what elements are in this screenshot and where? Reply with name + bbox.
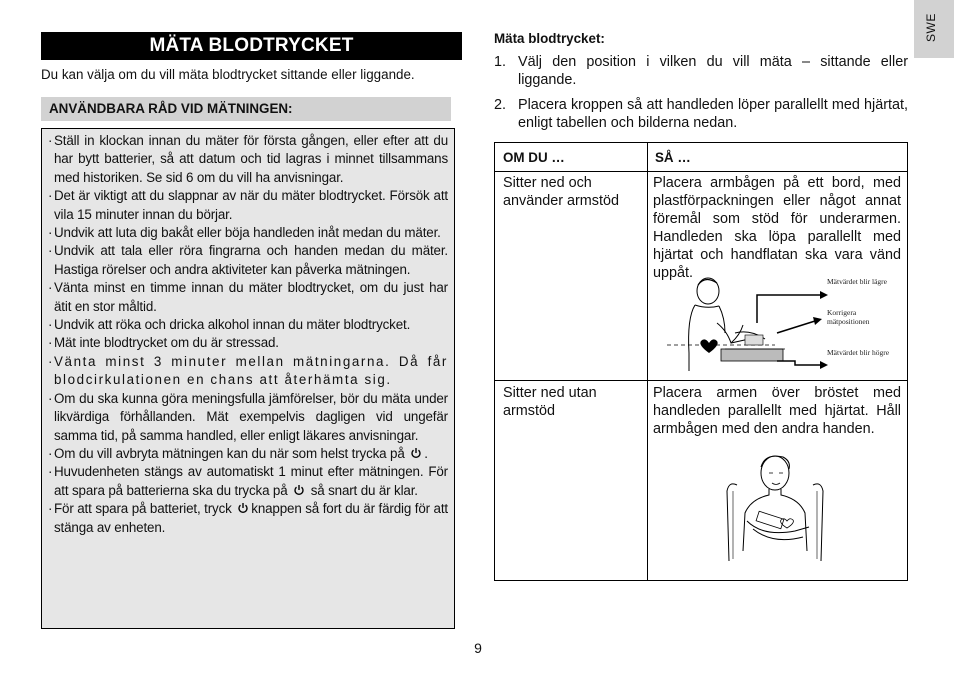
figure-label-lower: Mätvärdet blir lägre <box>827 277 887 286</box>
table-cell-instruction: Placera armen över bröstet med handleden parallellt med hjärtat. Håll armbågen med den andra handen. <box>653 385 901 437</box>
tip-item: · Undvik att tala eller röra fingrarna och handen medan du mäter. Hastiga rörelser och andra aktiviteter kan påverka mätningen. <box>48 243 448 277</box>
column-header-action: SÅ … <box>655 150 691 165</box>
tip-item: ·Vänta minst 3 minuter mellan mätningarna. Då får blodcirkulationen en chans att återhämta sig. <box>48 353 448 388</box>
tip-item: · Vänta minst en timme innan du mäter blodtrycket, om du just har ätit en stor måltid. <box>48 280 448 314</box>
tip-item: · Ställ in klockan innan du mäter för första gången, eller efter att du har bytt batterier, så att datum och tid lagras i minnet tillsammans med historiken. Se sid 6 om du vill ha anvisningar. <box>48 133 448 185</box>
step-text: Välj den position i vilken du vill mäta – sittande eller liggande. <box>518 54 908 88</box>
intro-text: Du kan välja om du vill mäta blodtrycket sittande eller liggande. <box>41 67 415 82</box>
power-icon <box>410 447 422 459</box>
tip-item: · Mät inte blodtrycket om du är stressad. <box>48 335 279 351</box>
step-item <box>494 53 908 89</box>
tip-item: · Om du ska kunna göra meningsfulla jämförelser, bör du mäta under likvärdiga förhållanden. Mät exempelvis dagligen vid ungefär samma tid, på samma handled, eller enligt läkares anvisningar. <box>48 390 448 443</box>
no-armrest-figure <box>723 451 827 567</box>
power-icon <box>237 502 249 514</box>
page-number: 9 <box>474 640 482 656</box>
tip-item: · Undvik att röka och dricka alkohol innan du mäter blodtrycket. <box>48 317 411 333</box>
table-cell-instruction: Placera armbågen på ett bord, med plastförpackningen eller något annat föremål som stöd för underarmen. Handleden ska löpa parallellt med hjärtat och handflatan ska vara vänd uppåt. <box>653 175 901 281</box>
tip-item: · Undvik att luta dig bakåt eller böja handleden inåt medan du mäter. <box>48 225 441 241</box>
language-tab <box>914 0 954 58</box>
tips-header: ANVÄNDBARA RÅD VID MÄTNINGEN: <box>41 97 451 121</box>
page-title: MÄTA BLODTRYCKET <box>41 32 462 60</box>
figure-label-higher: Mätvärdet blir högre <box>827 348 890 357</box>
section-heading: Mäta blodtrycket: <box>494 31 605 46</box>
tip-item: · Om du vill avbryta mätningen kan du när som helst trycka på . <box>48 445 428 461</box>
tips-box <box>41 128 455 629</box>
power-icon <box>293 484 305 496</box>
tip-item: · För att spara på batteriet, tryck knappen så fort du är färdig för att stänga av enheten. <box>48 501 448 535</box>
position-table <box>494 142 908 581</box>
step-number: 1. <box>494 54 507 70</box>
step-number: 2. <box>494 97 507 113</box>
table-cell-condition: Sitter ned och använder armstöd <box>503 175 619 209</box>
tip-item: · Det är viktigt att du slappnar av när du mäter blodtrycket. Försök att vila 15 minuter innan du börjar. <box>48 188 448 222</box>
table-cell-condition: Sitter ned utan armstöd <box>503 385 597 419</box>
language-label: SWE <box>924 13 938 42</box>
step-item <box>494 96 908 132</box>
tip-item: · Huvudenheten stängs av automatiskt 1 minut efter mätningen. För att spara på batterierna ska du trycka på så snart du är klar. <box>48 464 448 498</box>
step-text: Placera kroppen så att handleden löper parallellt med hjärtat, enligt tabellen och bilderna nedan. <box>518 97 908 131</box>
column-header-condition: OM DU … <box>503 150 565 165</box>
figure-label-correct: Korrigera mätpositionen <box>827 308 870 326</box>
